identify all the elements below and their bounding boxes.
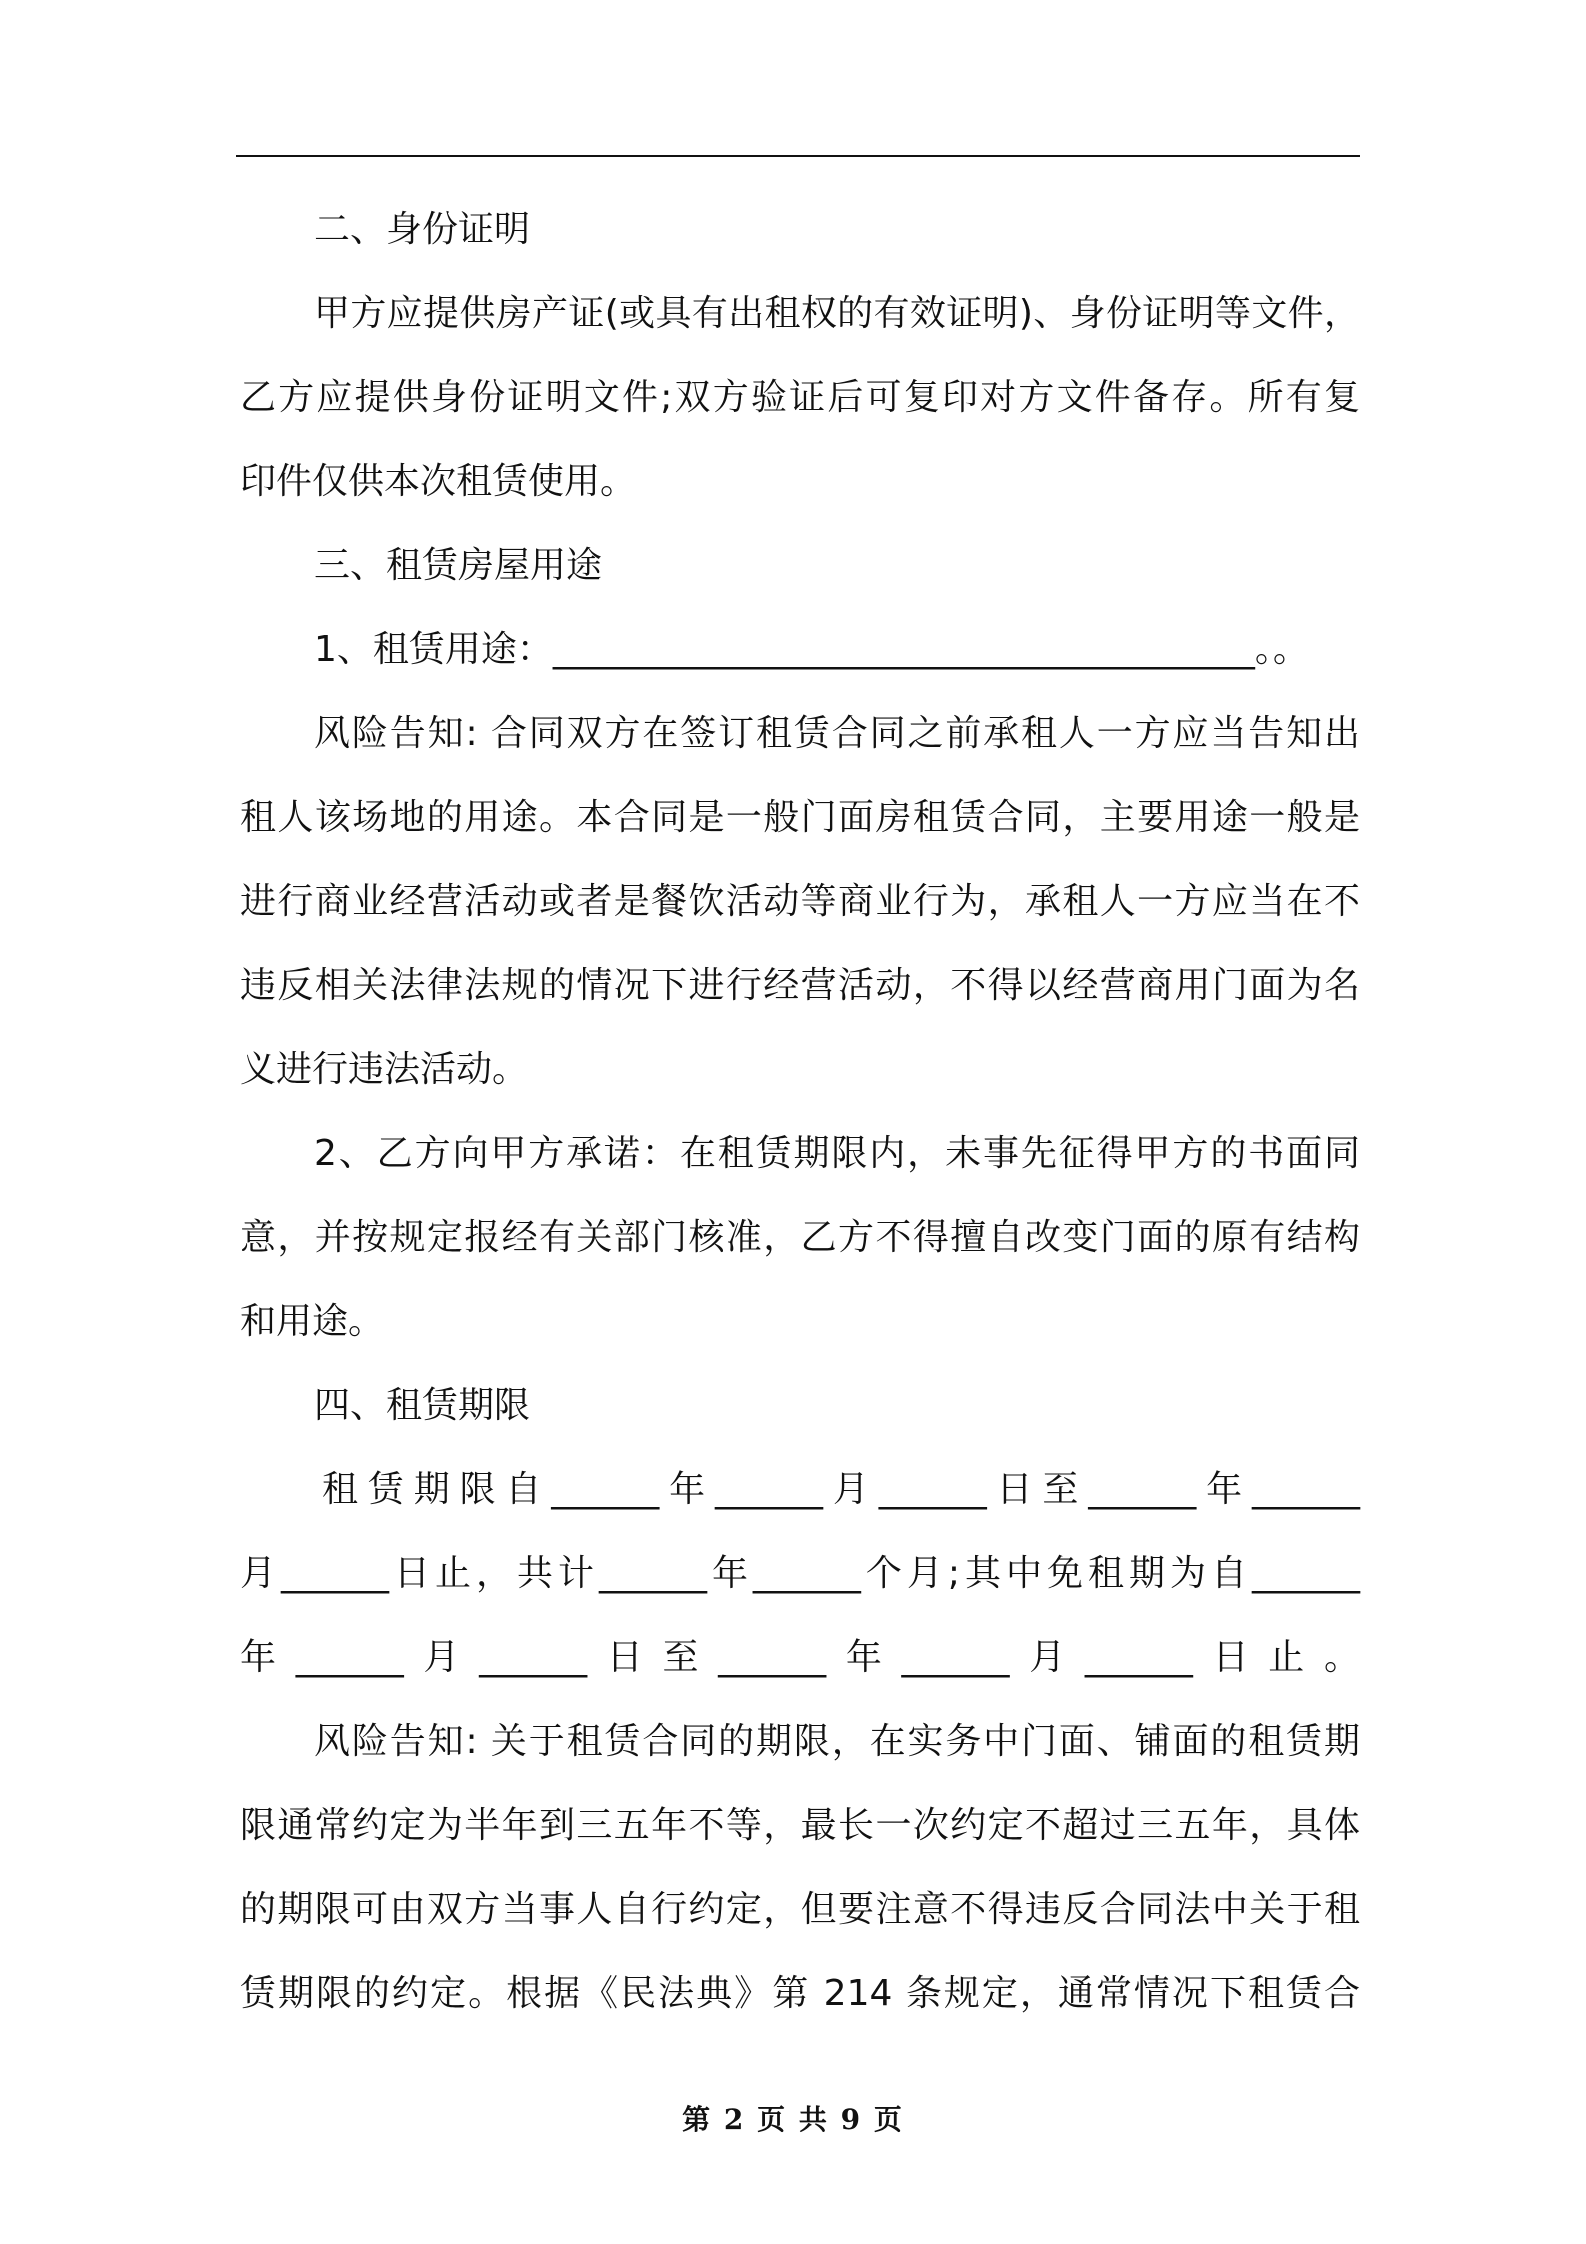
paragraph-line: 2、乙方向甲方承诺：在租赁期限内，未事先征得甲方的书面同	[314, 1133, 1360, 1174]
page-number-footer: 第 2 页 共 9 页	[682, 2103, 904, 2136]
term-fill-line: 月______日止，共计______年______个月;其中免租期为自______	[240, 1553, 1360, 1594]
heading-identity: 二、身份证明	[314, 209, 531, 250]
paragraph-line: 违反相关法律法规的情况下进行经营活动，不得以经营商用门面为名	[240, 965, 1360, 1006]
term-fill-line: 租赁期限自______年______月______日至______年______	[322, 1469, 1360, 1510]
term-fill-line: 年______月______日至______年______月______日止。	[240, 1637, 1360, 1678]
header-rule	[236, 155, 1360, 157]
paragraph-line: 租人该场地的用途。本合同是一般门面房租赁合同，主要用途一般是	[240, 797, 1360, 838]
paragraph-line: 和用途。	[240, 1301, 385, 1342]
heading-usage: 三、租赁房屋用途	[314, 545, 603, 586]
paragraph-line: 甲方应提供房产证(或具有出租权的有效证明)、身份证明等文件，	[314, 293, 1360, 334]
paragraph-line: 意，并按规定报经有关部门核准，乙方不得擅自改变门面的原有结构	[240, 1217, 1360, 1258]
paragraph-line: 风险告知: 关于租赁合同的期限，在实务中门面、铺面的租赁期	[314, 1721, 1360, 1762]
paragraph-line: 风险告知: 合同双方在签订租赁合同之前承租人一方应当告知出	[314, 713, 1360, 754]
paragraph-line: 义进行违法活动。	[240, 1049, 529, 1090]
usage-fill-line: 1、租赁用途：_______________________________________。。	[314, 629, 1309, 670]
paragraph-line: 赁期限的约定。根据《民法典》第 214 条规定，通常情况下租赁合	[240, 1973, 1360, 2014]
heading-term: 四、租赁期限	[314, 1385, 531, 1426]
paragraph-line: 限通常约定为半年到三五年不等，最长一次约定不超过三五年，具体	[240, 1805, 1360, 1846]
paragraph-line: 的期限可由双方当事人自行约定，但要注意不得违反合同法中关于租	[240, 1889, 1360, 1930]
paragraph-line: 印件仅供本次租赁使用。	[240, 461, 637, 502]
paragraph-line: 进行商业经营活动或者是餐饮活动等商业行为，承租人一方应当在不	[240, 881, 1360, 922]
paragraph-line: 乙方应提供身份证明文件;双方验证后可复印对方文件备存。所有复	[240, 377, 1360, 418]
